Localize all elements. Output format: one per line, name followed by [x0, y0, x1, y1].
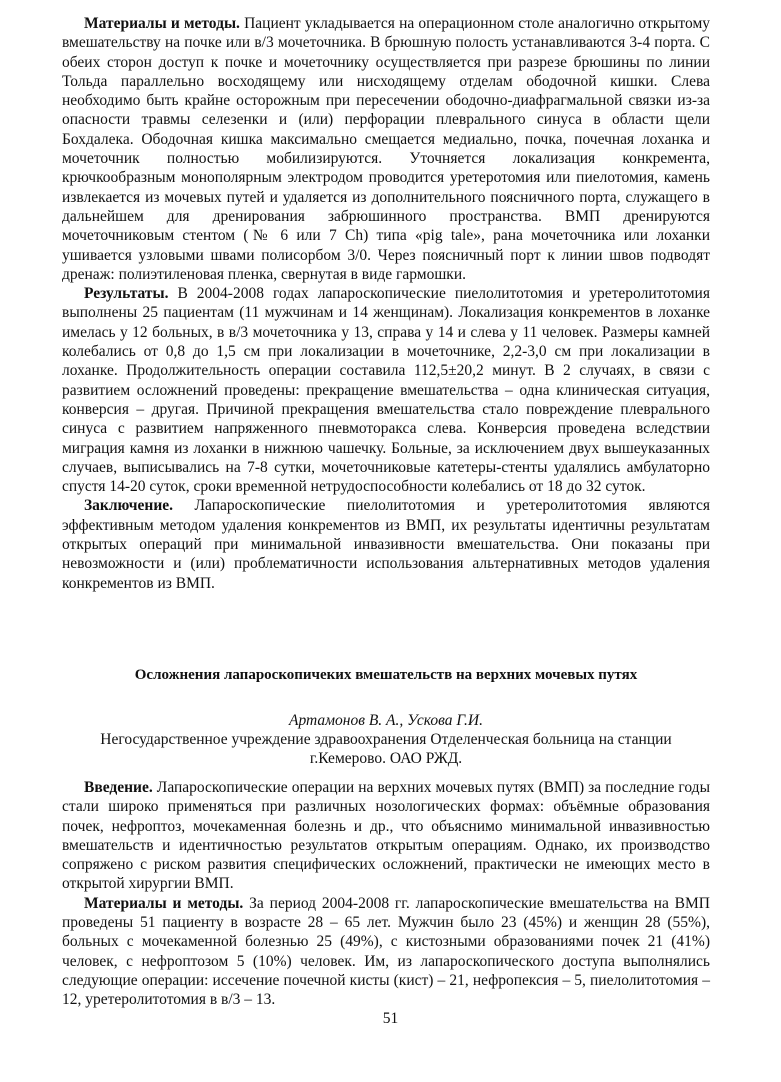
article2-body [62, 778, 710, 1010]
article1-body [62, 14, 710, 593]
article1-conclusion-heading: Заключение. [84, 497, 174, 515]
page-number: 51 [382, 1010, 399, 1027]
article2-authors: Артамонов В. А., Ускова Г.И. [289, 712, 483, 729]
article1-results-heading: Результаты. [84, 285, 169, 303]
article2-intro-text: Лапароскопические операции на верхних мочевых путях (ВМП) за последние годы стали широко применяться при различных нозологических формах: объёмные образования почек, нефроптоз, мочекаменная болезнь и др., что объяснимо минимальной инвазивностью вмешательств и идентичностью результатов открытым операциям. Однако, их производство сопряжено с риском развития специфических осложнений, практически не имеющих место в открытой хирургии ВМП. [62, 779, 710, 893]
article2-affiliation-line1: Негосударственное учреждение здравоохранения Отделенческая больница на станции [100, 731, 672, 748]
article1-conclusion-paragraph [62, 496, 710, 592]
article1-methods-heading: Материалы и методы. [84, 15, 240, 32]
article2-intro-paragraph [62, 778, 710, 894]
article1-methods-paragraph [62, 14, 710, 284]
article1-results-paragraph [62, 284, 710, 496]
article1-results-text: В 2004-2008 годах лапароскопические пиелолитотомия и уретеролитотомия выполнены 25 пациентам (11 мужчинам и 14 женщинам). Локализация конкрементов в лоханке имелась у 12 больных, в в/3 мочеточника у 13, справа у 14 и слева у 11 человек. Размеры камней колебались от 0,8 до 1,5 см при локализации в мочеточнике, 2,2-3,0 см при локализации в лоханке. Продолжительность операции составила 112,5±20,2 минут. В 2 случаях, в связи с развитием осложнений проведены: прекращение вмешательства – одна клиническая ситуация, конверсия – другая. Причиной прекращения вмешательства стало повреждение плеврального синуса с развитием напряженного пневмоторакса слева. Конверсия проведена вследствии миграция камня из лоханки в нижнюю чашечку. Больные, за исключением двух вышеуказанных случаев, выписывались на 7-8 сутки, мочеточниковые катетеры-стенты удалялись амбулаторно спустя 14-20 суток, сроки временной нетрудоспособности колебались от 18 до 32 суток. [62, 285, 710, 496]
article2-header [62, 666, 710, 769]
article1-methods-text: Пациент укладывается на операционном столе аналогично открытому вмешательству на почке или в/3 мочеточника. В брюшную полость устанавливаются 3-4 порта. С обеих сторон доступ к почке и мочеточнику осуществляется при разрезе брюшины по линии Тольда параллельно восходящему или нисходящему отделам ободочной кишки. Слева необходимо быть крайне осторожным при пересечении ободочно-диафрагмальной связки из-за опасности травмы селезенки и (или) перфорации плеврального синуса в области щели Бохдалека. Ободочная кишка максимально смещается медиально, почка, почечная лоханка и мочеточник полностью мобилизируются. Уточняется локализация конкремента, крючкообразным монополярным электродом проводится уретеротомия или пиелотомия, камень извлекается из мочевых путей и удаляется из дополнительного поясничного порта, служащего в дальнейшем для дренирования забрюшинного пространства. ВМП дренируются мочеточниковым стентом (№ 6 или 7 Ch) типа «pig tale», рана мочеточника или лоханки ушивается узловыми швами полисорбом 3/0. Через поясничный порт к линии швов подводят дренаж: полиэтиленовая пленка, свернутая в виде гармошки. [62, 15, 711, 283]
article2-methods-heading: Материалы и методы. [84, 894, 244, 912]
article2-methods-text: За период 2004-2008 гг. лапароскопические вмешательства на ВМП проведены 51 пациенту в возрасте 28 – 65 лет. Мужчин было 23 (45%) и женщин 28 (55%), больных с мочекаменной болезнью 25 (49%), с кистозными образованиями почек 21 (41%) человек, с нефроптозом 5 (10%) человек. Им, из лапароскопического доступа выполнялись следующие операции: иссечение почечной кисты (кист) – 21, нефропексия – 5, пиелолитотомия – 12, уретеролитотомия в в/3 – 13. [62, 894, 710, 1009]
article2-intro-heading: Введение. [84, 779, 153, 796]
article2-title: Осложнения лапароскопичеких вмешательств на верхних мочевых путях [134, 667, 638, 683]
article2-affiliation-line2: г.Кемерово. ОАО РЖД. [309, 750, 463, 768]
article2-methods-paragraph [62, 894, 710, 1010]
article1-conclusion-text: Лапароскопические пиелолитотомия и уретеролитотомия являются эффективным методом удаления конкрементов из ВМП, их результаты идентичны результатам открытых операций при минимальной инвазивности вмешательства. Они показаны при невозможности и (или) проблематичности использования альтернативных методов удаления конкрементов из ВМП. [62, 497, 710, 592]
